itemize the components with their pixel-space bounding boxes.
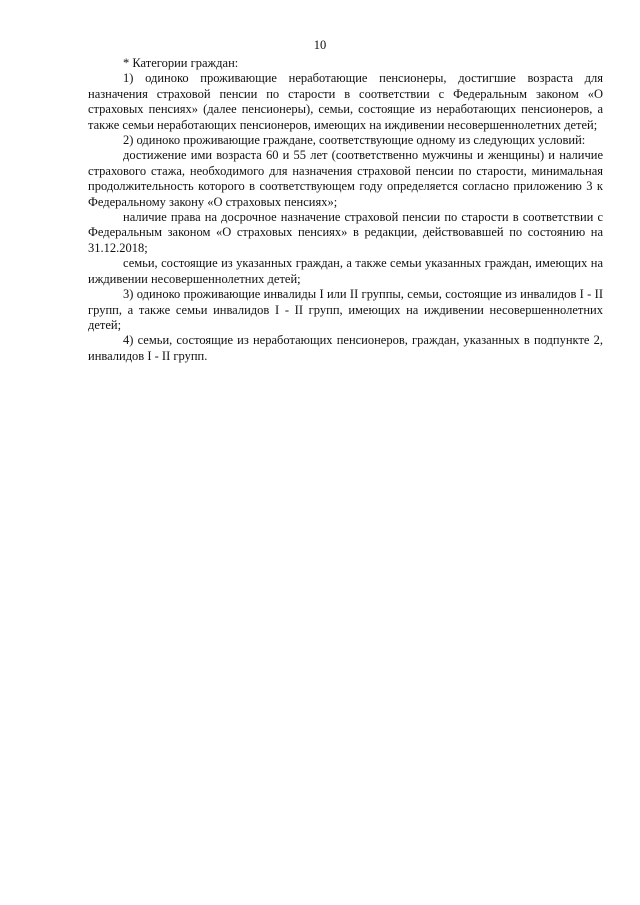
- paragraph-category-2: 2) одиноко проживающие граждане, соответствующие одному из следующих условий:: [123, 133, 586, 148]
- paragraph-condition-early-pension: наличие права на досрочное назначение страховой пенсии по старости в соответствии с Федеральным законом «О страховых пенсиях» в редакции, действовавшей по состоянию на 31.12.2018;: [88, 210, 603, 255]
- paragraph-families-of-citizens: семьи, состоящие из указанных граждан, а также семьи указанных граждан, имеющих на иждивении несовершеннолетних детей;: [88, 256, 603, 286]
- paragraph-category-3: 3) одиноко проживающие инвалиды I или II группы, семьи, состоящие из инвалидов I - II групп, а также семьи инвалидов I - II групп, имеющих на иждивении несовершеннолетних детей;: [88, 287, 603, 332]
- paragraph-category-4: 4) семьи, состоящие из неработающих пенсионеров, граждан, указанных в подпункте 2, инвалидов I - II групп.: [88, 333, 603, 363]
- paragraph-category-1: 1) одиноко проживающие неработающие пенсионеры, достигшие возраста для назначения страховой пенсии по старости в соответствии с Федеральным законом «О страховых пенсиях» (далее пенсионеры), семьи, состоящие из неработающих пенсионеров, а также семьи неработающих пенсионеров, имеющих на иждивении несовершеннолетних детей;: [88, 71, 603, 132]
- paragraph-condition-age: достижение ими возраста 60 и 55 лет (соответственно мужчины и женщины) и наличие страхового стажа, необходимого для назначения страховой пенсии по старости, минимальная продолжительность которого в соответствующем году определяется согласно приложению 3 к Федеральному закону «О страховых пенсиях»;: [88, 148, 603, 209]
- categories-heading: * Категории граждан:: [123, 56, 239, 70]
- page-number: 10: [313, 38, 327, 52]
- document-body: [88, 56, 603, 364]
